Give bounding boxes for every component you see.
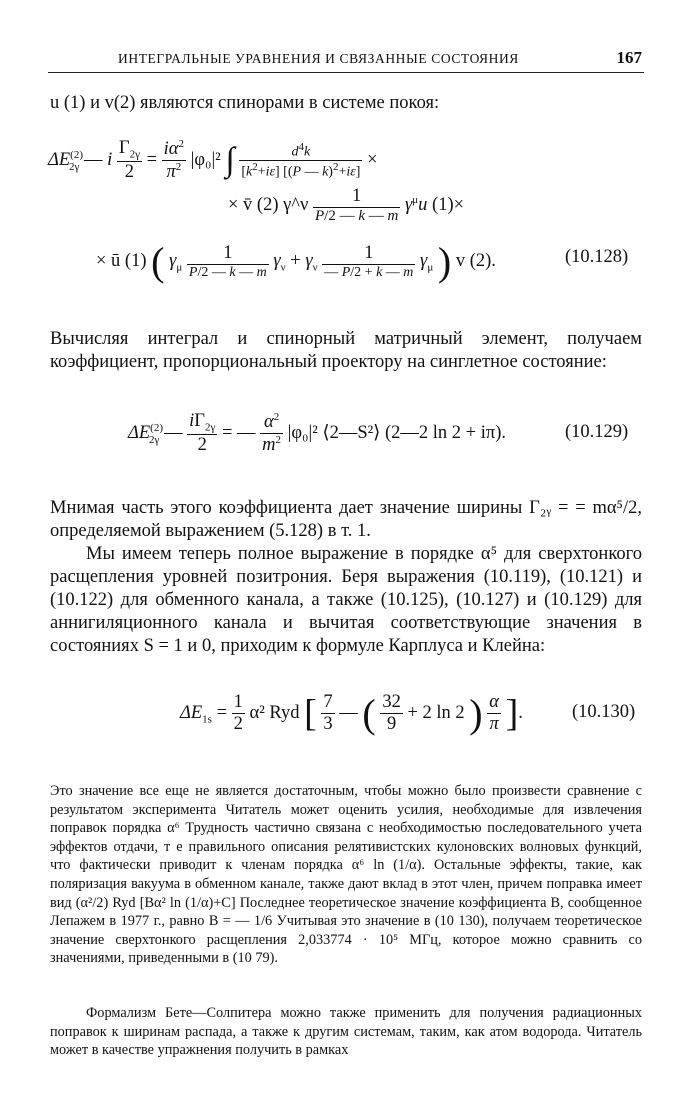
eq130-line: $\Delta E_{1s}$ = $\frac{1}{2}$ α² Ryd [ $\frac{7}{3}$ — ( $\frac{32}{9}$ + 2 ln 2 ) $\frac{\alpha}{\pi}$ ]. (180, 691, 523, 736)
eq128-integrand: $\frac{d^4k}{[k^2+i\varepsilon] [(P — k)^2+i\varepsilon]}$ (241, 140, 361, 180)
paragraph-4: Мы имеем теперь полное выражение в порядке α⁵ для сверхтонкого расщепления уровней позитрония. Беря выражения (10.119), (10.121) и (10.122) для обменного канала, а также (10.125), (10.127) и (10.129) для аннигиляционного канала и вычитая соответствующие значения в состояниях S = 1 и 0, приходим к формуле Карплуса и Клейна: (50, 544, 642, 656)
eq128-lhs: $\Delta E^{(2)}_{2\gamma}$ (48, 148, 83, 173)
eq130-number: (10.130) (572, 702, 636, 722)
eq128-phi: |φ₀|² (190, 149, 221, 170)
eq128-line2: × v̄ (2) γ^ν $\frac{1}{P/2 — k — m}$ $\gamma^\mu u$ (1)× (228, 186, 465, 224)
eq129-alpha-frac: $\frac{\alpha^2}{m^2}$ (262, 411, 282, 456)
eq128-line1: $\Delta E^{(2)}_{2\gamma}$ — i $\frac{\Gamma_{2\gamma}}{2}$ = $\frac{i\alpha^2}{\pi^2}$ |φ₀|² ∫ $\frac{d^4k}{[k^2+i\varepsilon] [(P — k)^2+i\varepsilon]}$ × (48, 138, 378, 183)
eq128-gamma-frac: $\frac{\Gamma_{2\gamma}}{2}$ (118, 138, 140, 182)
eq128-line3: × ū (1) ( $\gamma_\mu$ $\frac{1}{P/2 — k — m}$ $\gamma_\nu + \gamma_\nu$ $\frac{1}{— P/2 + k — m}$ $\gamma_\mu$ ) v (2). (96, 239, 496, 284)
eq128-number: (10.128) (565, 247, 629, 267)
eq128-propagator-3: $\frac{1}{— P/2 + k — m}$ (324, 242, 414, 280)
eq129-number: (10.129) (565, 422, 629, 442)
paragraph-2: Вычисляя интеграл и спинорный матричный элемент, получаем коэффициент, пропорциональный проектору на синглетное состояние: (50, 329, 642, 372)
eq128-alpha-frac: $\frac{i\alpha^2}{\pi^2}$ (163, 138, 185, 183)
running-header (48, 48, 644, 73)
page-number: 167 (616, 48, 642, 67)
integral-sign: ∫ (225, 141, 235, 179)
eq129-gamma-frac: $\frac{i\Gamma_{2\gamma}}{2}$ (189, 411, 216, 455)
note-paragraph-1: Это значение все еще не является достаточным, чтобы можно было произвести сравнение с результатом эксперимента Читатель может оценить усилия, необходимые для извлечения поправок порядка α⁶ Трудность частично связана с необходимостью последовательного учета эффектов отдачи, т е правильного описания релятивистских кулоновских волновых функций, что фактически приводит к членам порядка α⁶ ln (1/α). Остальные эффекты, такие, как поляризация вакуума в обменном канале, также дают вклад в этот член, причем поправка имеет вид (α²/2) Ryd [Bα² ln (1/α)+C] Последнее теоретическое значение коэффициента B, сообщенное Лепажем в 1977 г., равно B = — 1/6 Учитывая это значение в (10 130), получаем теоретическое значение сверхтонкого расщепления 2,033774 · 10⁵ МГц, которое можно сравнить со значениями, приведенными в (10 79). (50, 783, 642, 967)
eq129-line: $\Delta E^{(2)}_{2\gamma}$ — $\frac{i\Gamma_{2\gamma}}{2}$ = — $\frac{\alpha^2}{m^2}$ |φ₀|² ⟨2—S²⟩ (2—2 ln 2 + iπ). (128, 411, 507, 456)
eq128-propagator-1: $\frac{1}{P/2 — k — m}$ (314, 186, 399, 224)
header-title: ИНТЕГРАЛЬНЫЕ УРАВНЕНИЯ И СВЯЗАННЫЕ СОСТОЯНИЯ (118, 51, 519, 66)
paragraph-1: u (1) и v(2) являются спинорами в системе покоя: (50, 93, 440, 113)
eq128-propagator-2: $\frac{1}{P/2 — k — m}$ (188, 242, 267, 280)
note-paragraph-2: Формализм Бете—Солпитера можно также применить для получения радиационных поправок к ширинам распада, а также к другим системам, таким, как атом водорода. Читатель может в качестве упражнения получить в рамках (50, 1005, 642, 1059)
paragraph-3: Мнимая часть этого коэффициента дает значение ширины Γ₂ᵧ = = mα⁵/2, определяемой выражением (5.128) в т. 1. (50, 498, 642, 541)
